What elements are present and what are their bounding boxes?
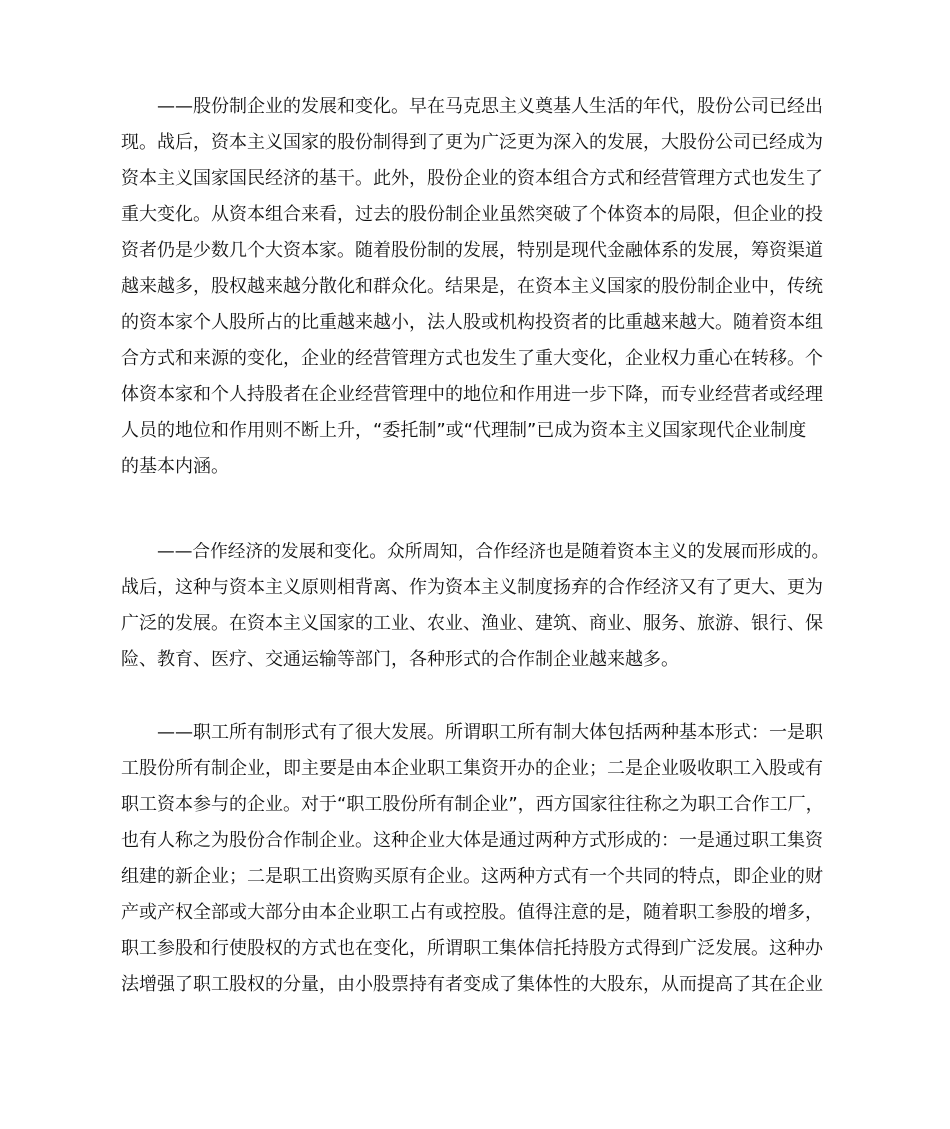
- text-line: ——股份制企业的发展和变化。早在马克思主义奠基人生活的年代，股份公司已经出: [157, 96, 823, 117]
- text-line: 体资本家和个人持股者在企业经营管理中的地位和作用进一步下降，而专业经营者或经理: [121, 384, 823, 405]
- text-line: 职工资本参与的企业。对于“职工股份所有制企业”，西方国家往往称之为职工合作工厂，: [121, 794, 824, 815]
- text-line: 资本主义国家国民经济的基干。此外，股份企业的资本组合方式和经营管理方式也发生了: [121, 168, 823, 189]
- text-line: 重大变化。从资本组合来看，过去的股份制企业虽然突破了个体资本的局限，但企业的投: [121, 204, 823, 225]
- text-line: 合方式和来源的变化，企业的经营管理方式也发生了重大变化，企业权力重心在转移。个: [121, 348, 823, 369]
- text-line: 的基本内涵。: [121, 456, 229, 477]
- text-line: 险、教育、医疗、交通运输等部门，各种形式的合作制企业越来越多。: [121, 649, 679, 670]
- text-line: 职工参股和行使股权的方式也在变化，所谓职工集体信托持股方式得到广泛发展。这种办: [121, 938, 823, 959]
- text-line: 现。战后，资本主义国家的股份制得到了更为广泛更为深入的发展，大股份公司已经成为: [121, 132, 823, 153]
- text-line: 产或产权全部或大部分由本企业职工占有或控股。值得注意的是，随着职工参股的增多，: [121, 902, 823, 923]
- text-line: ——职工所有制形式有了很大发展。所谓职工所有制大体包括两种基本形式：一是职: [157, 722, 823, 743]
- text-line: 也有人称之为股份合作制企业。这种企业大体是通过两种方式形成的：一是通过职工集资: [121, 830, 823, 851]
- text-line: 战后，这种与资本主义原则相背离、作为资本主义制度扬弃的合作经济又有了更大、更为: [121, 577, 823, 598]
- text-line: ——合作经济的发展和变化。众所周知，合作经济也是随着资本主义的发展而形成的。: [157, 542, 830, 562]
- text-line: 人员的地位和作用则不断上升，“委托制”或“代理制”已成为资本主义国家现代企业制度: [121, 420, 807, 441]
- text-line: 组建的新企业；二是职工出资购买原有企业。这两种方式有一个共同的特点，即企业的财: [121, 866, 823, 887]
- text-line: 广泛的发展。在资本主义国家的工业、农业、渔业、建筑、商业、服务、旅游、银行、保: [121, 613, 823, 634]
- text-line: 越来越多，股权越来越分散化和群众化。结果是，在资本主义国家的股份制企业中，传统: [121, 276, 823, 297]
- text-line: 资者仍是少数几个大资本家。随着股份制的发展，特别是现代金融体系的发展，筹资渠道: [121, 240, 823, 261]
- text-line: 工股份所有制企业，即主要是由本企业职工集资开办的企业；二是企业吸收职工入股或有: [121, 758, 823, 779]
- text-line: 的资本家个人股所占的比重越来越小，法人股或机构投资者的比重越来越大。随着资本组: [121, 312, 823, 333]
- text-line: 法增强了职工股权的分量，由小股票持有者变成了集体性的大股东，从而提高了其在企业: [121, 974, 823, 995]
